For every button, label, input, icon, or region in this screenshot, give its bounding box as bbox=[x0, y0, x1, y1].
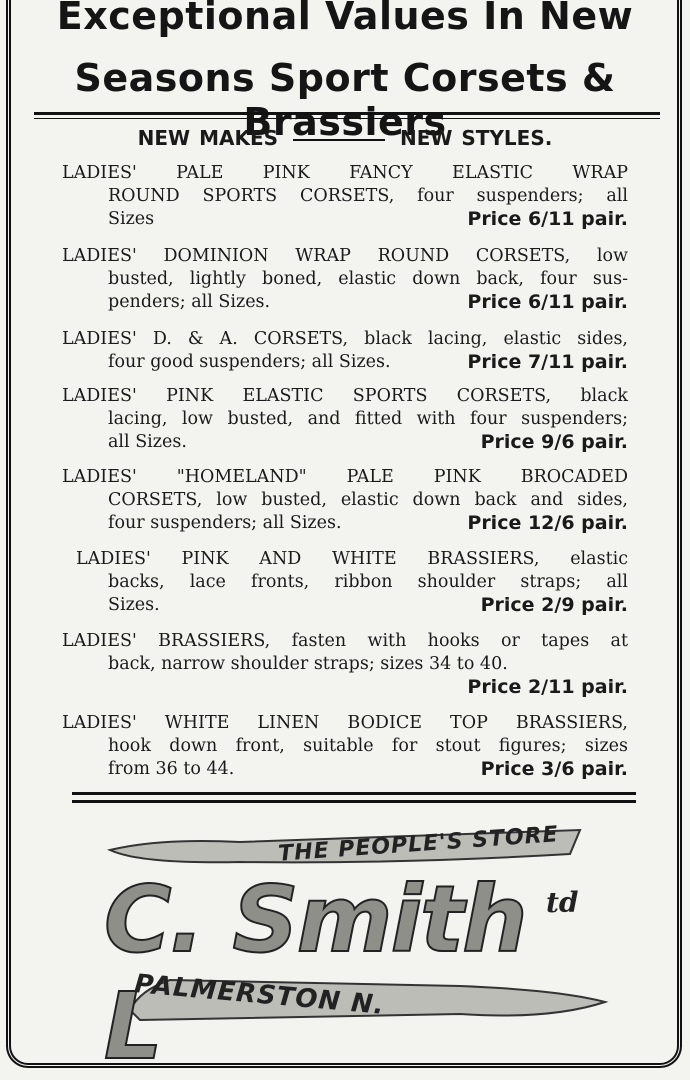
list-item bbox=[62, 712, 628, 781]
item-line: busted, lightly boned, elastic down back, four sus- bbox=[108, 269, 628, 289]
item-line: backs, lace fronts, ribbon shoulder straps; all bbox=[108, 572, 628, 592]
item-text: Sizes. bbox=[108, 595, 160, 615]
list-item bbox=[62, 466, 628, 535]
item-last-line bbox=[62, 512, 628, 535]
subhead-dash bbox=[293, 139, 385, 141]
item-line: CORSETS, low busted, elastic down back and sides, bbox=[108, 490, 628, 510]
item-line: LADIES' DOMINION WRAP ROUND CORSETS, low bbox=[62, 246, 628, 266]
list-item bbox=[62, 385, 628, 454]
divider-top bbox=[34, 112, 660, 115]
subheading bbox=[0, 126, 690, 150]
list-item bbox=[62, 162, 628, 231]
divider-bottom bbox=[72, 792, 636, 795]
item-line: LADIES' PINK AND WHITE BRASSIERS, elastic bbox=[76, 549, 628, 569]
item-line: back, narrow shoulder straps; sizes 34 to 40. bbox=[108, 654, 508, 674]
item-last-line bbox=[62, 351, 628, 374]
list-item bbox=[62, 245, 628, 314]
item-last-line bbox=[62, 758, 628, 781]
item-line: ROUND SPORTS CORSETS, four suspenders; all bbox=[108, 186, 628, 206]
list-item bbox=[62, 328, 628, 374]
logo-ltd: td bbox=[546, 886, 579, 919]
item-price: Price 9/6 pair. bbox=[480, 431, 628, 453]
list-item bbox=[76, 548, 628, 617]
item-price: Price 7/11 pair. bbox=[467, 351, 628, 373]
headline-line-1: Exceptional Values In New bbox=[56, 0, 634, 38]
item-last-line bbox=[62, 431, 628, 454]
logo-name: C. Smith L bbox=[104, 866, 526, 1080]
item-price: Price 3/6 pair. bbox=[480, 758, 628, 780]
item-price: Price 2/9 pair. bbox=[480, 594, 628, 616]
divider-bottom-2 bbox=[72, 800, 636, 803]
item-price: Price 6/11 pair. bbox=[467, 291, 628, 313]
divider-top-thin bbox=[34, 118, 660, 119]
item-text: Sizes bbox=[108, 209, 155, 229]
item-line: LADIES' "HOMELAND" PALE PINK BROCADED bbox=[62, 467, 628, 487]
item-text: four good suspenders; all Sizes. bbox=[108, 352, 391, 372]
store-logo bbox=[100, 820, 610, 1080]
list-item bbox=[62, 630, 628, 699]
item-line: LADIES' BRASSIERS, fasten with hooks or tapes at bbox=[62, 631, 628, 651]
item-last-line bbox=[62, 291, 628, 314]
item-text: all Sizes. bbox=[108, 432, 187, 452]
item-line: LADIES' PALE PINK FANCY ELASTIC WRAP bbox=[62, 163, 628, 183]
item-line: LADIES' WHITE LINEN BODICE TOP BRASSIERS, bbox=[62, 713, 628, 733]
item-line: LADIES' PINK ELASTIC SPORTS CORSETS, black bbox=[62, 386, 628, 406]
item-last-line bbox=[76, 594, 628, 617]
item-price: Price 6/11 pair. bbox=[467, 208, 628, 230]
subhead-new-styles: NEW STYLES. bbox=[399, 126, 553, 150]
item-line: lacing, low busted, and fitted with four suspenders; bbox=[108, 409, 628, 429]
logo-banner-top-text: THE PEOPLE'S STORE bbox=[277, 822, 560, 867]
item-line: hook down front, suitable for stout figures; sizes bbox=[108, 736, 628, 756]
item-text: four suspenders; all Sizes. bbox=[108, 513, 342, 533]
item-line: LADIES' D. & A. CORSETS, black lacing, elastic sides, bbox=[62, 329, 628, 349]
logo-banner-bottom-text: PALMERSTON N. bbox=[133, 969, 386, 1021]
headline-line-2: Seasons Sport Corsets & Brassiers bbox=[74, 56, 616, 144]
item-text: penders; all Sizes. bbox=[108, 292, 271, 312]
item-price: Price 2/11 pair. bbox=[467, 676, 628, 698]
item-price: Price 12/6 pair. bbox=[467, 512, 628, 534]
subhead-new-makes: NEW MAKES bbox=[137, 126, 279, 150]
item-text: from 36 to 44. bbox=[108, 759, 235, 779]
item-last-line bbox=[62, 208, 628, 231]
